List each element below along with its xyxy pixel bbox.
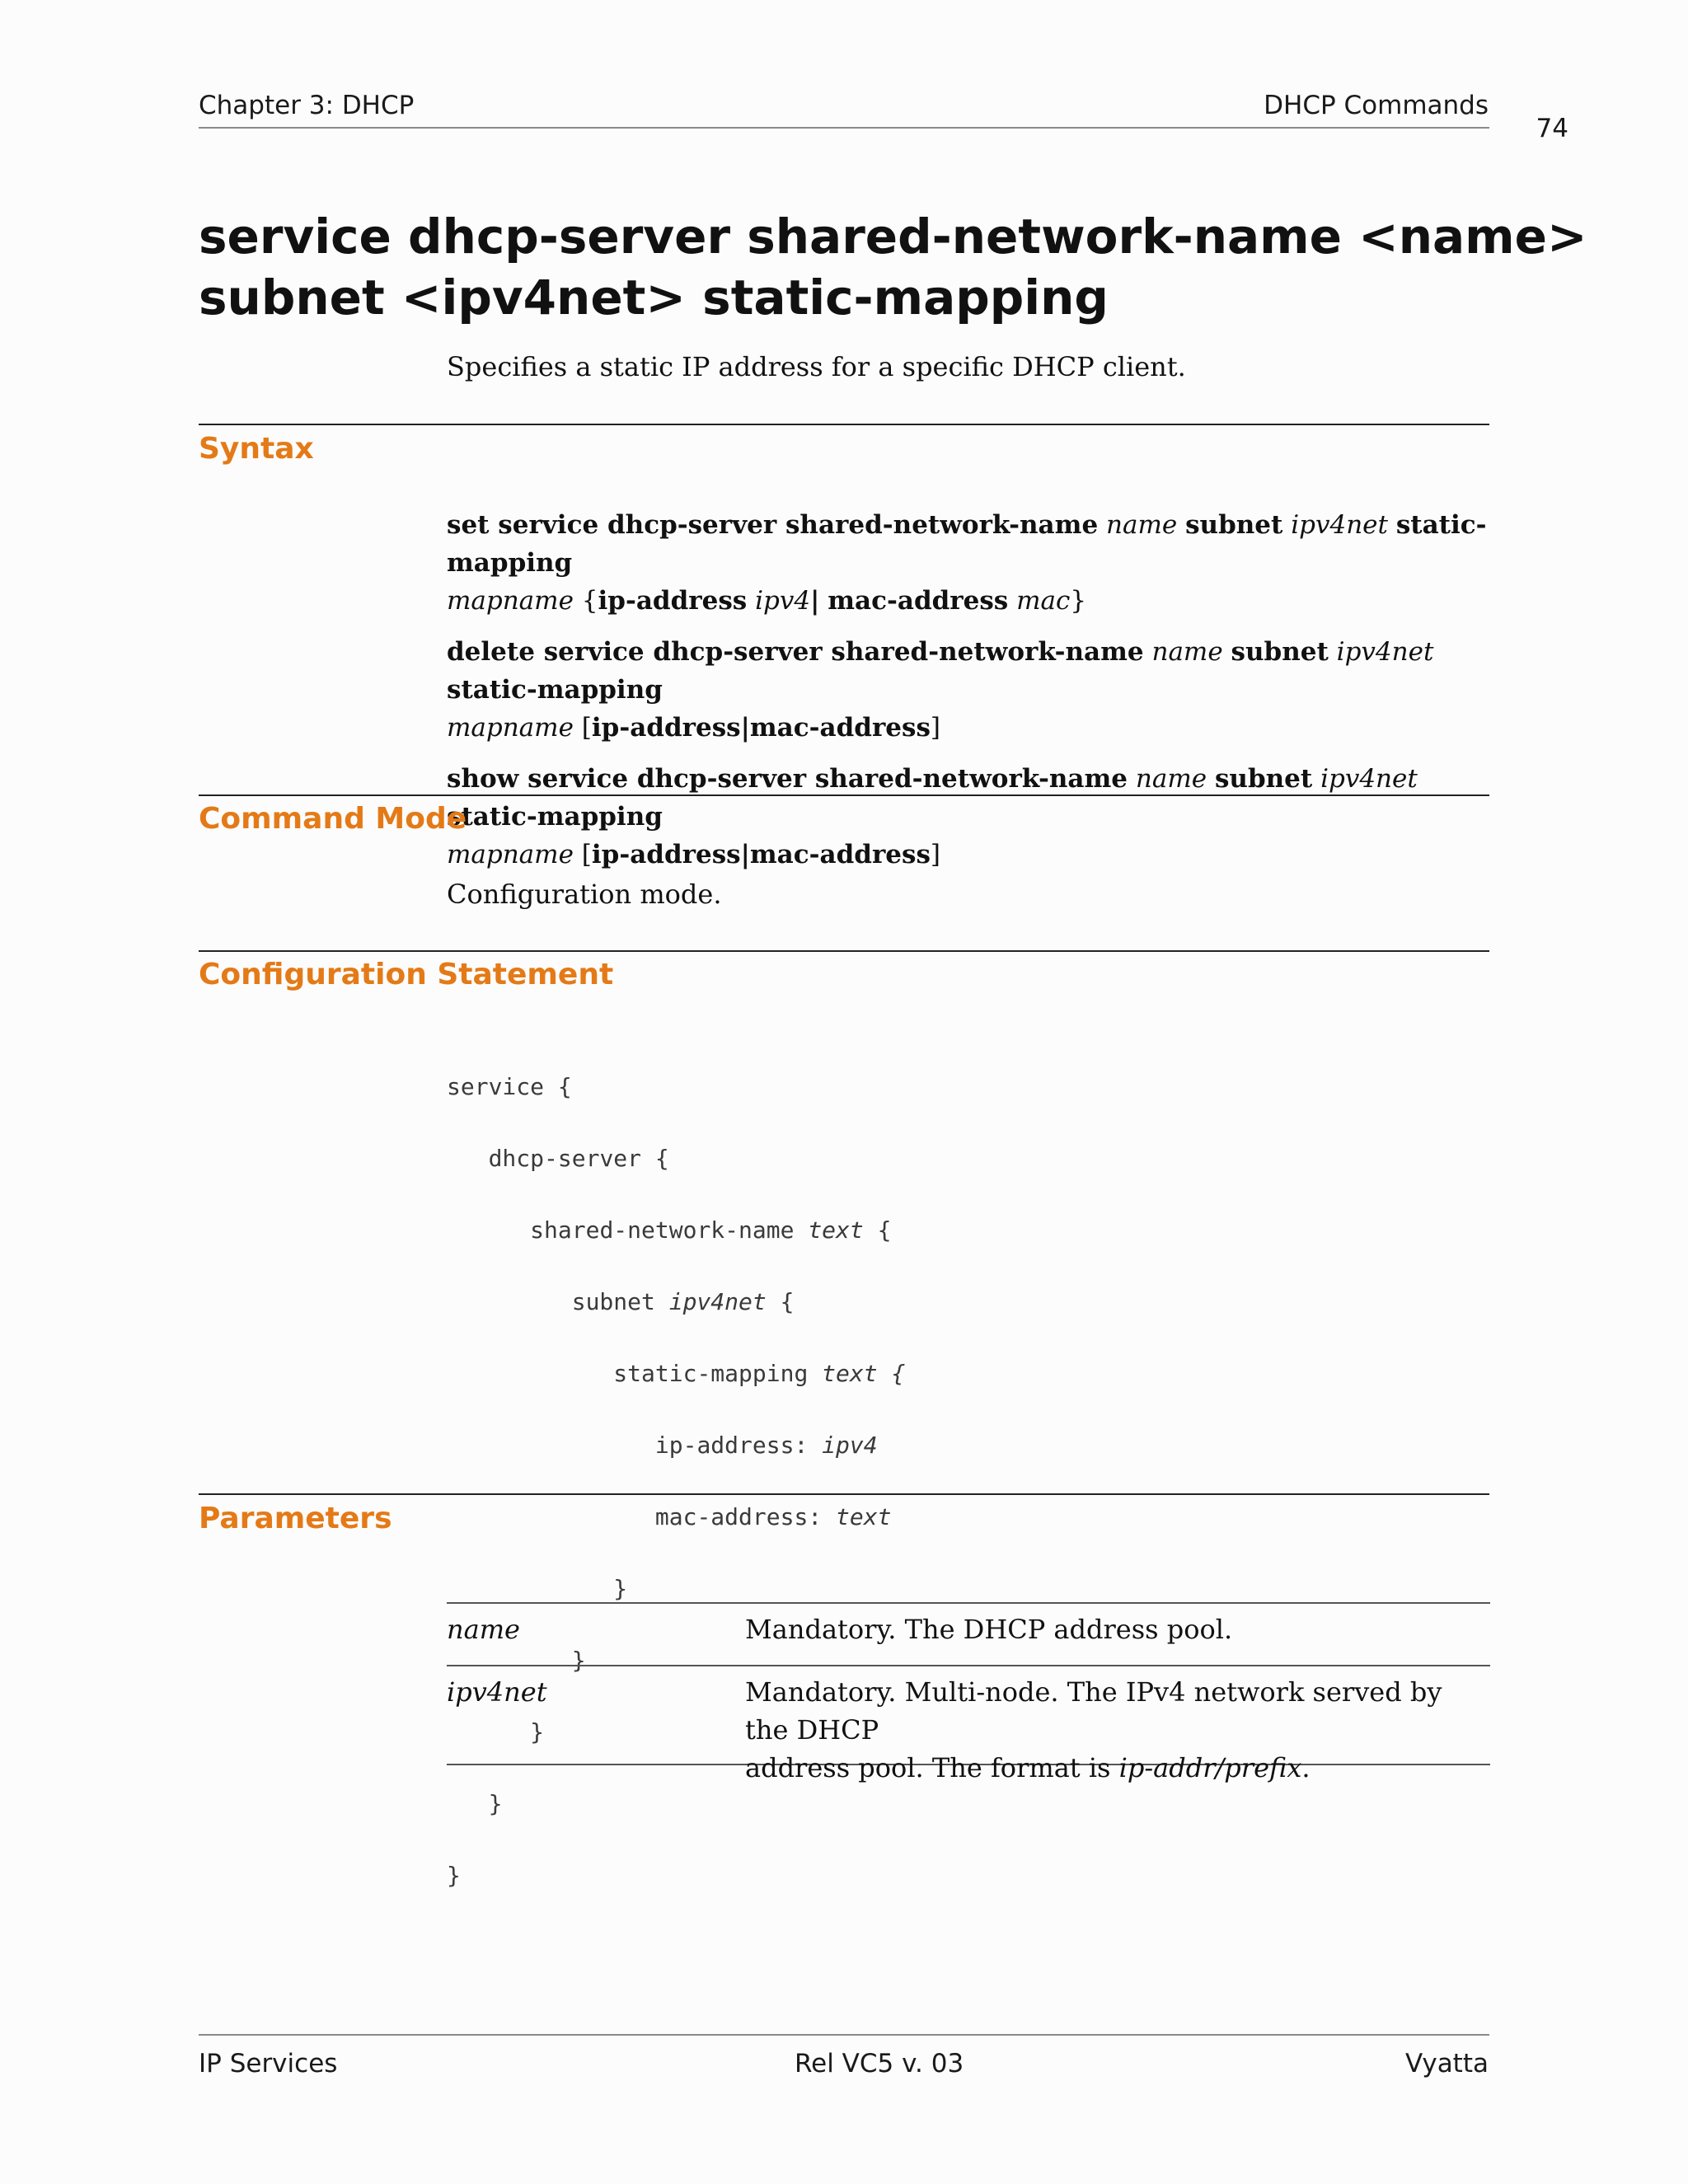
syntax-brace: ] — [930, 713, 941, 743]
syntax-delete-command — [447, 633, 1510, 747]
code-line: } — [530, 1718, 545, 1746]
param-name: ipv4net — [447, 1676, 547, 1708]
syntax-keyword: ip-address|mac-address — [591, 840, 931, 869]
running-header-section: DHCP Commands — [1264, 91, 1489, 120]
syntax-block — [447, 506, 1510, 887]
param-description: Mandatory. Multi-node. The IPv4 network served by the DHCP address pool. The format is ip-addr/prefix. — [745, 1676, 1442, 1783]
command-mode-heading: Command Mode — [199, 802, 467, 836]
footer-book-title: IP Services — [199, 2049, 338, 2079]
page-title — [199, 206, 1587, 328]
syntax-keyword: show service dhcp-server shared-network-name — [447, 764, 1128, 794]
page-title-line-1: service dhcp-server shared-network-name <name> — [199, 209, 1587, 265]
page-number: 74 — [1536, 114, 1568, 143]
code-line: } — [488, 1789, 503, 1817]
code-line: mac-address: text — [654, 1502, 892, 1530]
syntax-arg: ipv4net — [1336, 637, 1434, 667]
syntax-brace: ] — [930, 840, 941, 869]
parameters-table — [447, 1602, 1490, 1783]
code-line: ip-address: ipv4 — [654, 1431, 878, 1459]
syntax-keyword: ip-address — [598, 586, 748, 616]
param-name: name — [447, 1614, 520, 1645]
page-title-line-2: subnet <ipv4net> static-mapping — [199, 269, 1109, 326]
syntax-arg: ipv4net — [1291, 510, 1388, 540]
code-line: subnet ipv4net { — [571, 1287, 795, 1315]
syntax-brace: [ — [581, 840, 592, 869]
syntax-brace: { — [581, 586, 598, 616]
syntax-arg: name — [1135, 764, 1207, 794]
config-statement-rule — [199, 950, 1489, 952]
syntax-keyword: static-mapping — [447, 510, 1487, 578]
command-mode-rule — [199, 794, 1489, 796]
code-line: shared-network-name text { — [530, 1216, 892, 1244]
syntax-arg: name — [1151, 637, 1223, 667]
syntax-arg: ipv4net — [1320, 764, 1418, 794]
code-line: static-mapping text { — [613, 1359, 906, 1387]
syntax-arg: name — [1106, 510, 1178, 540]
syntax-rule — [199, 424, 1489, 425]
intro-text: Specifies a static IP address for a specific DHCP client. — [447, 351, 1186, 382]
syntax-keyword: delete service dhcp-server shared-network-name — [447, 637, 1144, 667]
syntax-keyword: ip-address|mac-address — [591, 713, 931, 743]
syntax-arg: ipv4 — [755, 586, 811, 616]
param-description: Mandatory. The DHCP address pool. — [745, 1614, 1233, 1645]
syntax-arg: mapname — [447, 586, 574, 616]
syntax-arg: mac — [1016, 586, 1071, 616]
footer-release: Rel VC5 v. 03 — [795, 2049, 964, 2079]
syntax-keyword: set service dhcp-server shared-network-name — [447, 510, 1099, 540]
syntax-brace: } — [1070, 586, 1087, 616]
table-row — [447, 1602, 1490, 1665]
syntax-keyword: static-mapping — [447, 802, 663, 832]
syntax-keyword: subnet — [1231, 637, 1329, 667]
syntax-show-command — [447, 760, 1510, 874]
code-line: } — [447, 1861, 461, 1889]
syntax-keyword: subnet — [1214, 764, 1313, 794]
syntax-separator: | — [810, 586, 820, 616]
config-statement-code — [447, 1033, 905, 1929]
syntax-keyword: static-mapping — [447, 675, 663, 705]
parameters-rule — [199, 1493, 1489, 1495]
syntax-set-command — [447, 506, 1510, 620]
footer-rule — [199, 2034, 1489, 2036]
syntax-heading: Syntax — [199, 432, 314, 466]
code-line: dhcp-server { — [488, 1144, 669, 1172]
syntax-arg: mapname — [447, 713, 574, 743]
parameters-heading: Parameters — [199, 1502, 392, 1535]
running-header-chapter: Chapter 3: DHCP — [199, 91, 415, 120]
code-line: } — [613, 1574, 628, 1602]
header-rule — [199, 127, 1489, 129]
syntax-keyword: subnet — [1185, 510, 1283, 540]
command-mode-text: Configuration mode. — [447, 879, 722, 910]
syntax-keyword: mac-address — [828, 586, 1009, 616]
syntax-brace: [ — [581, 713, 592, 743]
code-line: } — [571, 1646, 586, 1674]
table-row — [447, 1665, 1490, 1783]
footer-company: Vyatta — [1404, 2049, 1489, 2079]
config-statement-heading: Configuration Statement — [199, 958, 614, 991]
code-line: service { — [447, 1072, 572, 1100]
syntax-arg: mapname — [447, 840, 574, 869]
